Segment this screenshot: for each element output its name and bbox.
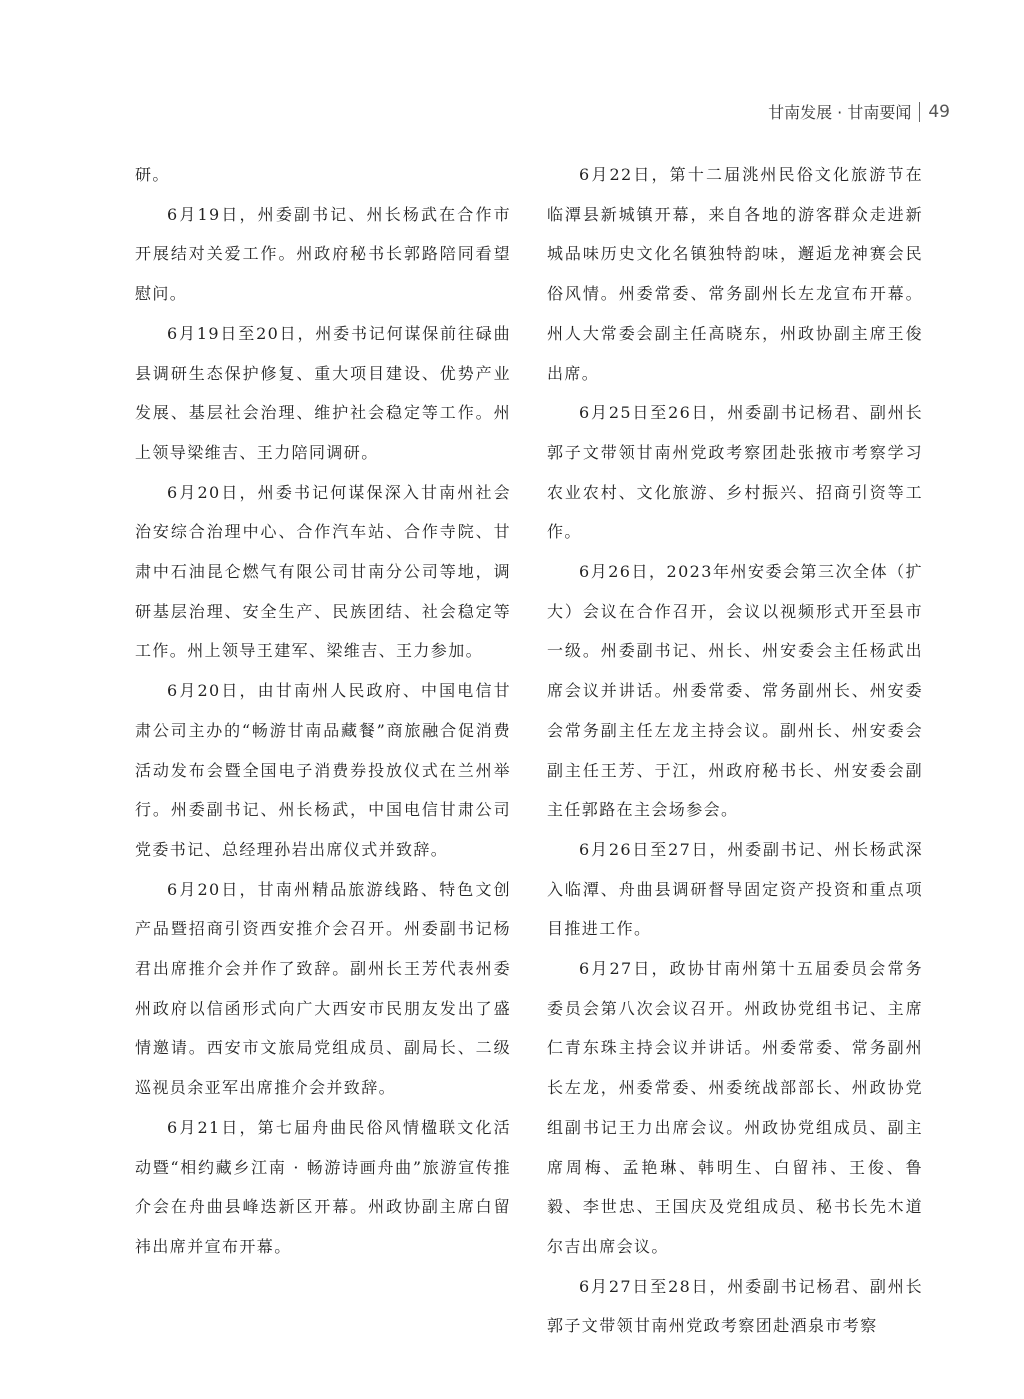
paragraph: 6月19日，州委副书记、州长杨武在合作市开展结对关爱工作。州政府秘书长郭路陪同看望慰问。	[135, 204, 511, 304]
page-number: 49	[928, 101, 950, 122]
paragraph: 6月21日，第七届舟曲民俗风情楹联文化活动暨“相约藏乡江南 · 畅游诗画舟曲”旅游宣传推介会在舟曲县峰迭新区开幕。州政协副主席白留祎出席并宣布开幕。	[135, 1117, 511, 1256]
paragraph: 6月27日至28日，州委副书记杨君、副州长郭子文带领甘南州党政考察团赴酒泉市考察	[547, 1276, 923, 1336]
section-title: 甘南发展 · 甘南要闻	[768, 103, 912, 122]
paragraph: 研。	[135, 165, 170, 184]
paragraph: 6月20日，由甘南州人民政府、中国电信甘肃公司主办的“畅游甘南品藏餐”商旅融合促消费活动发布会暨全国电子消费券投放仪式在兰州举行。州委副书记、州长杨武，中国电信甘肃公司党委书记、总经理孙岩出席仪式并致辞。	[135, 681, 511, 859]
header-divider	[919, 102, 920, 122]
paragraph: 6月26日，2023年州安委会第三次全体（扩大）会议在合作召开，会议以视频形式开至县市一级。州委副书记、州长、州安委会主任杨武出席会议并讲话。州委常委、常务副州长、州安委会常务副主任左龙主持会议。副州长、州安委会副主任王芳、于江，州政府秘书长、州安委会副主任郭路在主会场参会。	[547, 562, 923, 820]
paragraph: 6月25日至26日，州委副书记杨君、副州长郭子文带领甘南州党政考察团赴张掖市考察学习农业农村、文化旅游、乡村振兴、招商引资等工作。	[547, 403, 923, 542]
paragraph: 6月22日，第十二届洮州民俗文化旅游节在临潭县新城镇开幕，来自各地的游客群众走进新城品味历史文化名镇独特韵味，邂逅龙神赛会民俗风情。州委常委、常务副州长左龙宣布开幕。州人大常委会副主任高晓东，州政协副主席王俊出席。	[547, 165, 923, 383]
paragraph: 6月20日，甘南州精品旅游线路、特色文创产品暨招商引资西安推介会召开。州委副书记杨君出席推介会并作了致辞。副州长王芳代表州委州政府以信函形式向广大西安市民朋友发出了盛情邀请。西安市文旅局党组成员、副局长、二级巡视员余亚军出席推介会并致辞。	[135, 879, 511, 1098]
paragraph: 6月19日至20日，州委书记何谋保前往碌曲县调研生态保护修复、重大项目建设、优势产业发展、基层社会治理、维护社会稳定等工作。州上领导梁维吉、王力陪同调研。	[135, 323, 511, 462]
paragraph: 6月26日至27日，州委副书记、州长杨武深入临潭、舟曲县调研督导固定资产投资和重点项目推进工作。	[547, 839, 923, 939]
paragraph: 6月27日，政协甘南州第十五届委员会常务委员会第八次会议召开。州政协党组书记、主席仁青东珠主持会议并讲话。州委常委、常务副州长左龙，州委常委、州委统战部部长、州政协党组副书记王力出席会议。州政协党组成员、副主席周梅、孟艳琳、韩明生、白留祎、王俊、鲁毅、李世忠、王国庆及党组成员、秘书长先木道尔吉出席会议。	[547, 959, 923, 1256]
right-column	[547, 155, 923, 1346]
running-header	[768, 100, 950, 123]
left-column	[135, 155, 511, 1267]
paragraph: 6月20日，州委书记何谋保深入甘南州社会治安综合治理中心、合作汽车站、合作寺院、甘肃中石油昆仑燃气有限公司甘南分公司等地，调研基层治理、安全生产、民族团结、社会稳定等工作。州上领导王建军、梁维吉、王力参加。	[135, 482, 511, 661]
